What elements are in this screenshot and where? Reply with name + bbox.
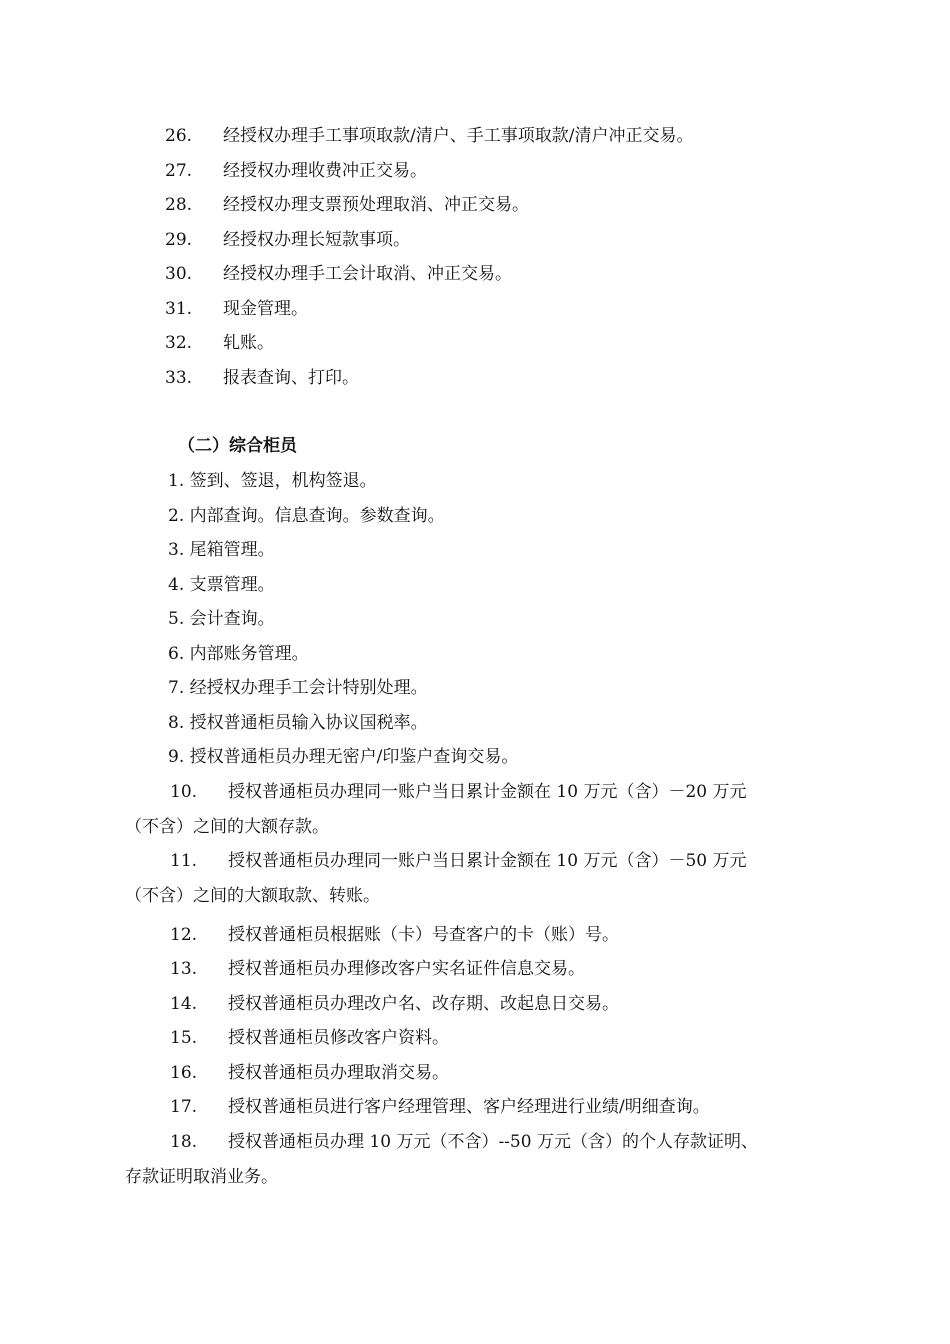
item-text: 报表查询、打印。 [223,368,359,388]
item-number: 29. [165,230,193,250]
item-text: 授权普通柜员进行客户经理管理、客户经理进行业绩/明细查询。 [228,1097,710,1117]
item-number: 27. [165,161,193,181]
item-text: 经授权办理手工事项取款/清户、手工事项取款/清户冲正交易。 [223,126,694,146]
item-text: 经授权办理支票预处理取消、冲正交易。 [223,195,529,215]
item-text: 4. 支票管理。 [168,575,275,595]
item-number: 26. [165,126,193,146]
item-number: 15. [170,1028,198,1048]
section-title: （二）综合柜员 [178,436,297,456]
item-text: 6. 内部账务管理。 [168,644,309,664]
item-text: 9. 授权普通柜员办理无密户/印鉴户查询交易。 [168,747,519,767]
item-text-continued: （不含）之间的大额存款。 [125,817,329,837]
item-text: 经授权办理收费冲正交易。 [223,161,427,181]
item-number: 28. [165,195,193,215]
item-text: 现金管理。 [223,299,308,319]
item-number: 11. [170,851,198,871]
item-text: 3. 尾箱管理。 [168,540,275,560]
item-number: 10. [170,782,198,802]
item-text: 经授权办理手工会计取消、冲正交易。 [223,264,512,284]
item-number: 33. [165,368,193,388]
item-number: 12. [170,925,198,945]
item-text: 授权普通柜员办理改户名、改存期、改起息日交易。 [228,994,619,1014]
item-text: 8. 授权普通柜员输入协议国税率。 [168,713,428,733]
item-text-continued: 存款证明取消业务。 [125,1167,278,1187]
item-number: 13. [170,959,198,979]
item-text: 1. 签到、签退，机构签退。 [168,471,377,491]
item-text: 轧账。 [223,333,274,353]
item-text: 授权普通柜员办理取消交易。 [228,1063,449,1083]
item-text: 授权普通柜员办理同一账户当日累计金额在 10 万元（含）－50 万元 [228,851,747,871]
item-text: 授权普通柜员修改客户资料。 [228,1028,449,1048]
item-number: 17. [170,1097,198,1117]
item-number: 31. [165,299,193,319]
item-number: 16. [170,1063,198,1083]
item-text: 授权普通柜员根据账（卡）号查客户的卡（账）号。 [228,925,619,945]
item-text: 7. 经授权办理手工会计特别处理。 [168,678,428,698]
item-text: 授权普通柜员办理修改客户实名证件信息交易。 [228,959,585,979]
item-number: 14. [170,994,198,1014]
item-text-continued: （不含）之间的大额取款、转账。 [125,886,380,906]
item-text: 授权普通柜员办理 10 万元（不含）--50 万元（含）的个人存款证明、 [228,1132,758,1152]
item-number: 18. [170,1132,198,1152]
item-text: 经授权办理长短款事项。 [223,230,410,250]
item-text: 5. 会计查询。 [168,609,275,629]
item-text: 授权普通柜员办理同一账户当日累计金额在 10 万元（含）－20 万元 [228,782,747,802]
item-text: 2. 内部查询。信息查询。参数查询。 [168,506,445,526]
item-number: 30. [165,264,193,284]
item-number: 32. [165,333,193,353]
